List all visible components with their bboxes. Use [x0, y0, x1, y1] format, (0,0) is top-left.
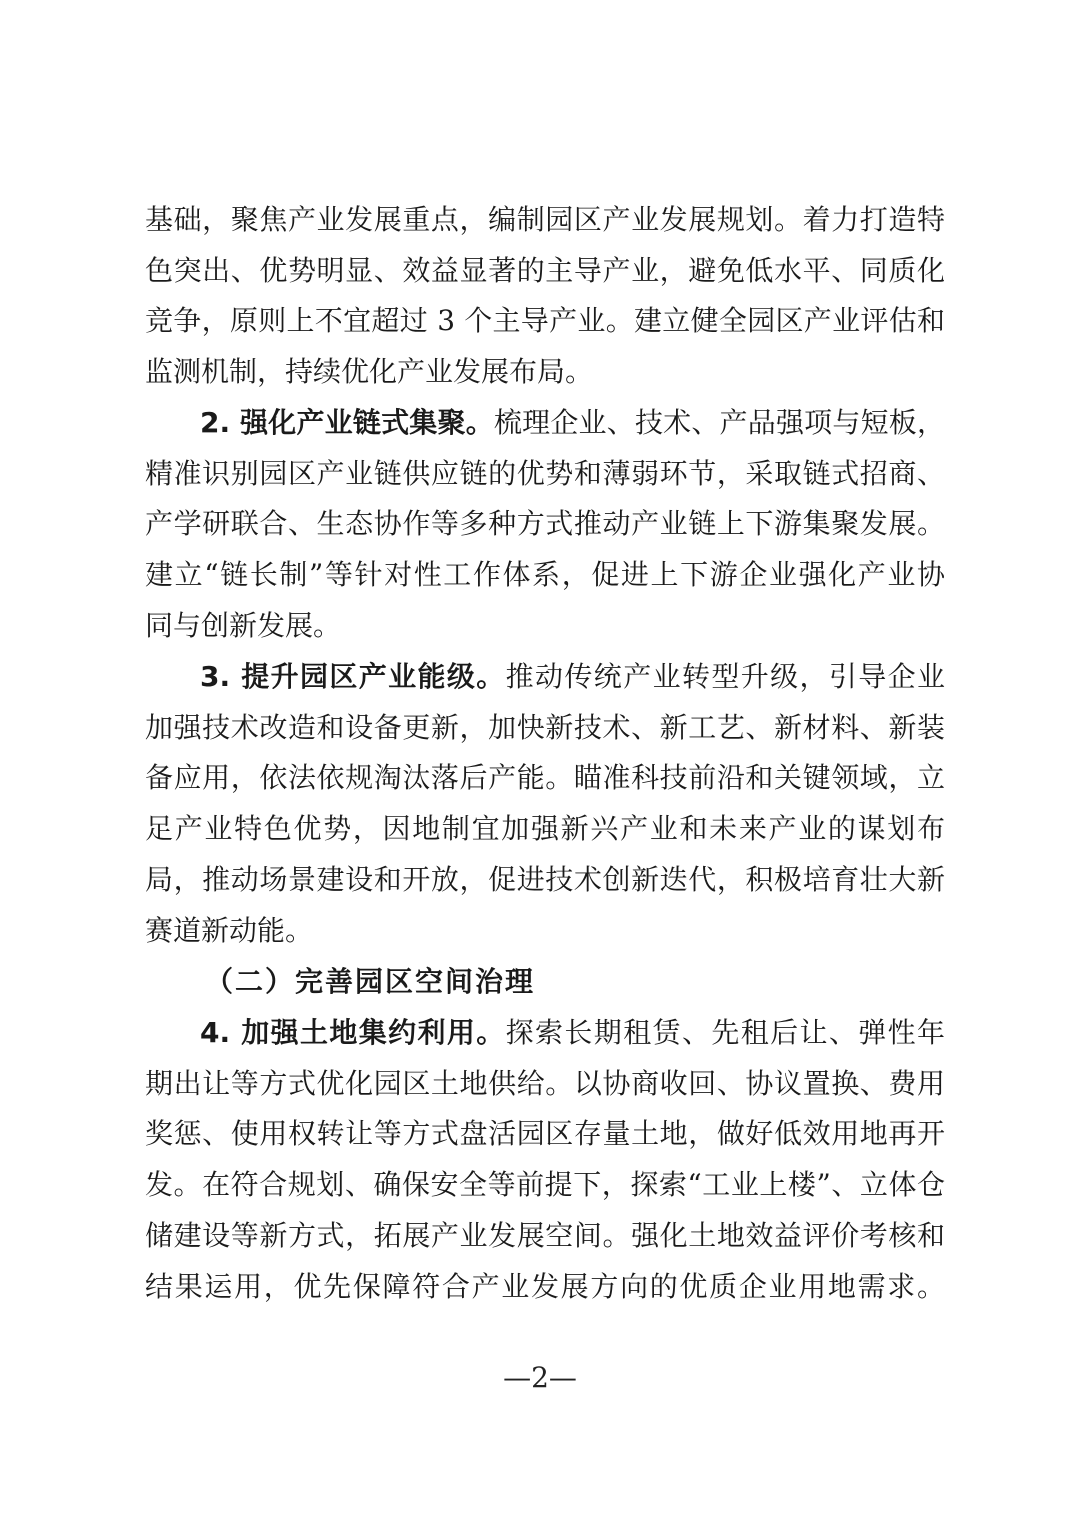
paragraph-3-line-2: 加强技术改造和设备更新，加快新技术、新工艺、新材料、新装	[145, 711, 945, 744]
paragraph-4-line-6: 结果运用，优先保障符合产业发展方向的优质企业用地需求。	[145, 1270, 945, 1303]
paragraph-4-line-3: 奖惩、使用权转让等方式盘活园区存量土地，做好低效用地再开	[145, 1117, 945, 1150]
paragraph-1-line-2: 色突出、优势明显、效益显著的主导产业，避免低水平、同质化	[145, 254, 945, 287]
paragraph-3-title: 3. 提升园区产业能级。	[200, 660, 506, 693]
paragraph-1-line-4: 监测机制，持续优化产业发展布局。	[145, 355, 594, 388]
section-heading: （二）完善园区空间治理	[205, 965, 536, 998]
paragraph-2-line-4: 建立“链长制”等针对性工作体系，促进上下游企业强化产业协	[145, 558, 945, 591]
page-number: —2—	[503, 1361, 577, 1394]
paragraph-2-line-1	[200, 398, 945, 448]
paragraph-2-first-line-rest: 梳理企业、技术、产品强项与短板，	[493, 406, 945, 439]
paragraph-2-line-5: 同与创新发展。	[145, 609, 342, 642]
paragraph-1-line-3: 竞争，原则上不宜超过 3 个主导产业。建立健全园区产业评估和	[145, 304, 945, 337]
paragraph-4-line-5: 储建设等新方式，拓展产业发展空间。强化土地效益评价考核和	[145, 1219, 945, 1252]
paragraph-4-title: 4. 加强土地集约利用。	[200, 1016, 506, 1049]
paragraph-3-line-4: 足产业特色优势，因地制宜加强新兴产业和未来产业的谋划布	[145, 812, 945, 845]
paragraph-3-line-5: 局，推动场景建设和开放，促进技术创新迭代，积极培育壮大新	[145, 863, 945, 896]
paragraph-4-line-4: 发。在符合规划、确保安全等前提下，探索“工业上楼”、立体仓	[145, 1168, 945, 1201]
paragraph-4-line-2: 期出让等方式优化园区土地供给。以协商收回、协议置换、费用	[145, 1067, 945, 1100]
paragraph-2-line-3: 产学研联合、生态协作等多种方式推动产业链上下游集聚发展。	[145, 507, 945, 540]
paragraph-2-title: 2. 强化产业链式集聚。	[200, 406, 494, 439]
paragraph-3-first-line-rest: 推动传统产业转型升级，引导企业	[505, 660, 945, 693]
paragraph-3-line-1	[200, 652, 945, 702]
paragraph-3-line-6: 赛道新动能。	[145, 914, 314, 947]
paragraph-4-first-line-rest: 探索长期租赁、先租后让、弹性年	[505, 1016, 945, 1049]
paragraph-3-line-3: 备应用，依法依规淘汰落后产能。瞄准科技前沿和关键领域，立	[145, 761, 945, 794]
paragraph-4-line-1	[200, 1008, 945, 1058]
paragraph-1-line-1: 基础，聚焦产业发展重点，编制园区产业发展规划。着力打造特	[145, 203, 945, 236]
paragraph-2-line-2: 精准识别园区产业链供应链的优势和薄弱环节，采取链式招商、	[145, 457, 945, 490]
